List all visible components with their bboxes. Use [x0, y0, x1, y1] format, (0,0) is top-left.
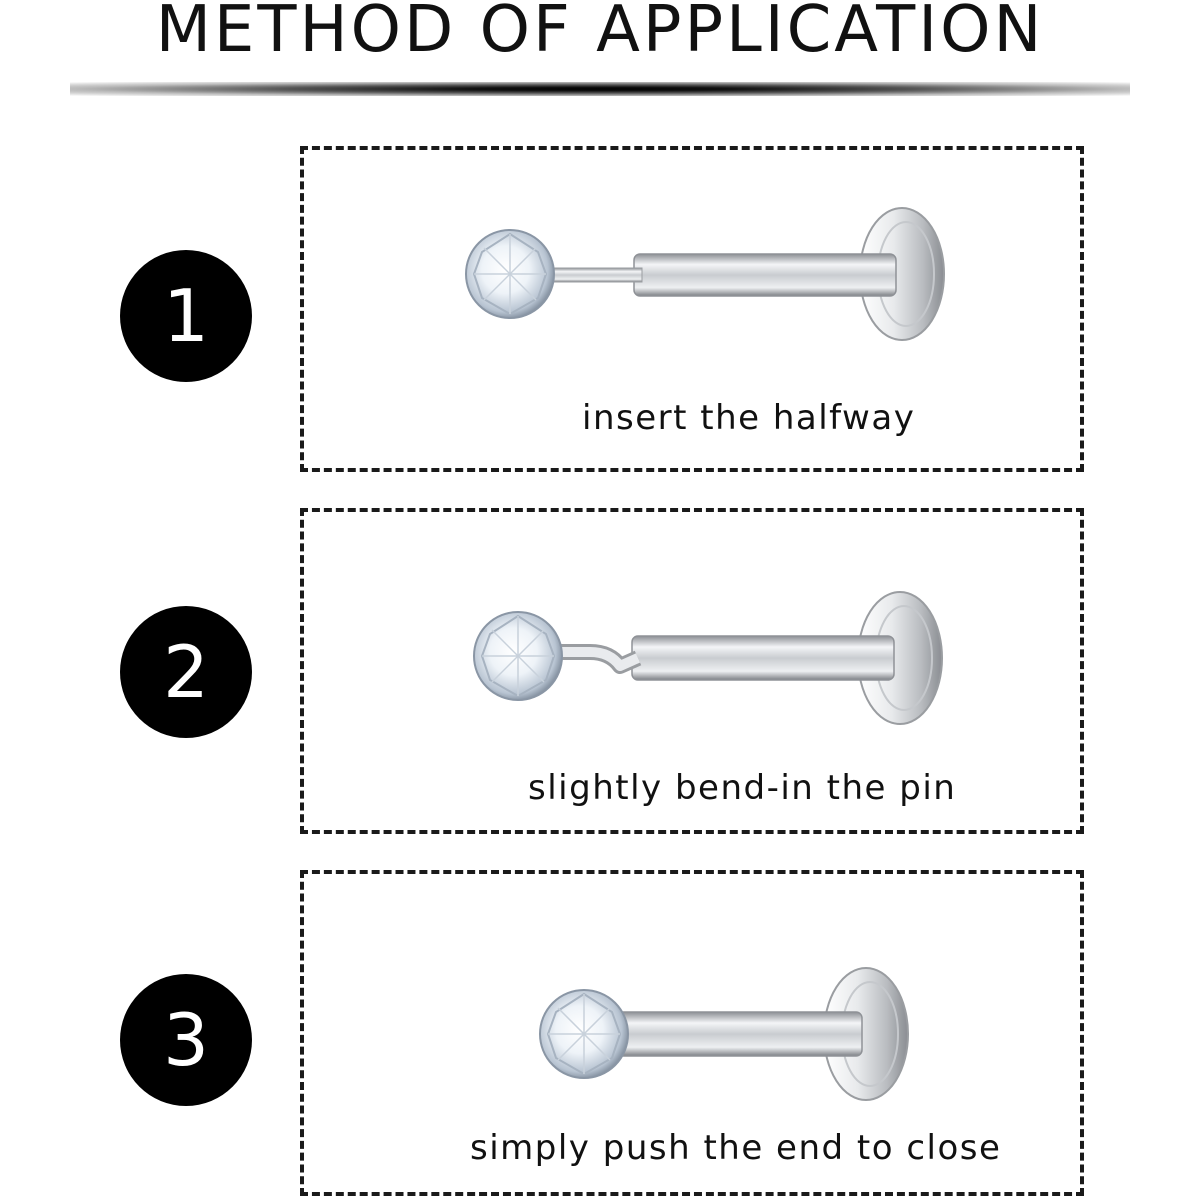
- step-1-caption: insert the halfway: [582, 398, 916, 438]
- title-divider: [70, 82, 1130, 96]
- step-1-panel: [300, 146, 1084, 472]
- step-1-number-badge: 1: [120, 250, 252, 382]
- step-2-number-badge: 2: [120, 606, 252, 738]
- step-1-labret-illustration-icon: [454, 204, 954, 344]
- step-2-caption: slightly bend-in the pin: [528, 768, 957, 808]
- step-3-panel: [300, 870, 1084, 1196]
- step-2-panel: [300, 508, 1084, 834]
- step-3-number-badge: 3: [120, 974, 252, 1106]
- page-title: METHOD OF APPLICATION: [155, 0, 1045, 67]
- step-3-labret-illustration-icon: [528, 964, 928, 1104]
- step-3-caption: simply push the end to close: [470, 1128, 1002, 1168]
- step-2-labret-illustration-icon: [462, 588, 962, 728]
